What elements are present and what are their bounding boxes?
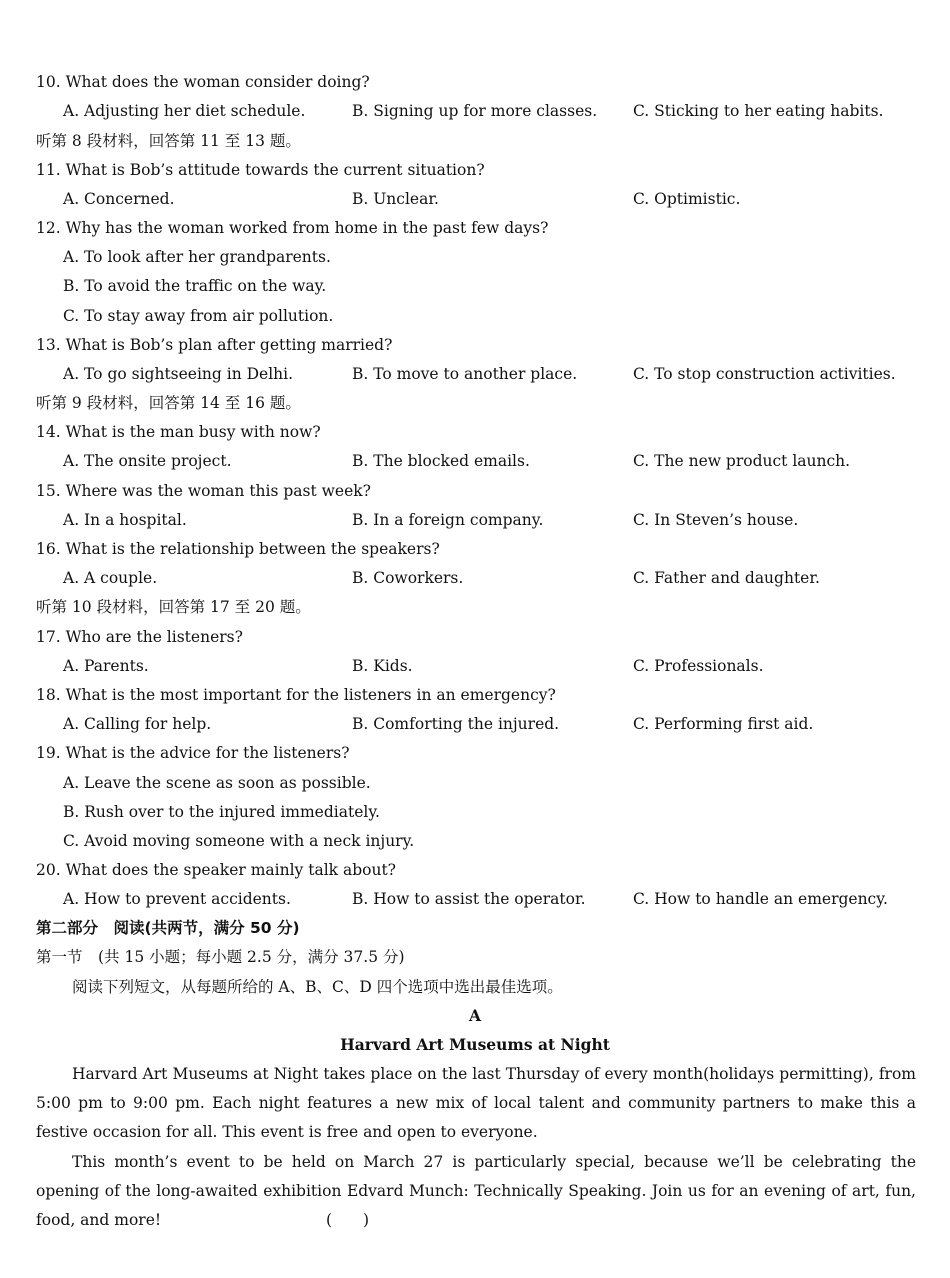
option-c: C. In Steven’s house.	[633, 511, 799, 529]
option-c: C. Father and daughter.	[633, 569, 820, 587]
option-b: B. Kids.	[352, 657, 413, 675]
question-stem: 15. Where was the woman this past week?	[36, 482, 371, 500]
question-stem: 20. What does the speaker mainly talk about?	[36, 861, 396, 879]
part-heading: 第二部分 阅读(共两节，满分 50 分)	[36, 919, 300, 937]
question-stem: 12. Why has the woman worked from home in the past few days?	[36, 219, 549, 237]
option-b: B. Unclear.	[352, 190, 439, 208]
option-a: A. A couple.	[63, 569, 158, 587]
passage-letter: A	[468, 1006, 482, 1025]
option-b: B. Signing up for more classes.	[352, 102, 598, 120]
option-a: A. Leave the scene as soon as possible.	[63, 774, 371, 792]
option-c: C. Optimistic.	[633, 190, 741, 208]
passage-paragraph	[36, 1148, 916, 1236]
option-a: A. Adjusting her diet schedule.	[63, 102, 306, 120]
question-stem: 16. What is the relationship between the speakers?	[36, 540, 440, 558]
option-b: B. Coworkers.	[352, 569, 464, 587]
question-stem: 14. What is the man busy with now?	[36, 423, 321, 441]
reading-instruction: 阅读下列短文，从每题所给的 A、B、C、D 四个选项中选出最佳选项。	[72, 978, 563, 996]
section-heading: 第一节 (共 15 小题；每小题 2.5 分，满分 37.5 分)	[36, 948, 405, 966]
option-a: A. Concerned.	[63, 190, 175, 208]
option-a: A. How to prevent accidents.	[63, 890, 291, 908]
listening-instruction: 听第 8 段材料，回答第 11 至 13 题。	[36, 132, 301, 150]
option-b: B. How to assist the operator.	[352, 890, 586, 908]
option-a: A. The onsite project.	[63, 452, 232, 470]
question-stem: 10. What does the woman consider doing?	[36, 73, 370, 91]
option-b: B. Comforting the injured.	[352, 715, 560, 733]
option-c: C. To stay away from air pollution.	[63, 307, 334, 325]
option-c: C. To stop construction activities.	[633, 365, 896, 383]
option-a: A. To go sightseeing in Delhi.	[63, 365, 294, 383]
option-a: A. Calling for help.	[63, 715, 212, 733]
question-stem: 18. What is the most important for the listeners in an emergency?	[36, 686, 556, 704]
option-b: B. To move to another place.	[352, 365, 578, 383]
question-stem: 19. What is the advice for the listeners?	[36, 744, 350, 762]
option-c: C. Sticking to her eating habits.	[633, 102, 884, 120]
option-b: B. In a foreign company.	[352, 511, 544, 529]
option-b: B. To avoid the traffic on the way.	[63, 277, 327, 295]
page-number-brackets: ( )	[326, 1211, 370, 1229]
paragraph-text: This month’s event to be held on March 27 is particularly special, because we’ll be celebrating the opening of the long-awaited exhibition Edvard Munch: Technically Speaking. Join us for an evening of art, fun, food, and more!	[36, 1153, 916, 1230]
option-c: C. Professionals.	[633, 657, 764, 675]
passage-paragraph	[36, 1060, 916, 1148]
question-stem: 13. What is Bob’s plan after getting married?	[36, 336, 393, 354]
option-a: A. Parents.	[63, 657, 149, 675]
option-a: A. In a hospital.	[63, 511, 187, 529]
paragraph-text: Harvard Art Museums at Night takes place on the last Thursday of every month(holidays permitting), from 5:00 pm to 9:00 pm. Each night features a new mix of local talent and community partners to make this a festive occasion for all. This event is free and open to everyone.	[36, 1065, 916, 1142]
option-c: C. How to handle an emergency.	[633, 890, 888, 908]
passage-title: Harvard Art Museums at Night	[340, 1035, 610, 1054]
option-b: B. Rush over to the injured immediately.	[63, 803, 380, 821]
option-c: C. The new product launch.	[633, 452, 851, 470]
option-c: C. Avoid moving someone with a neck injury.	[63, 832, 415, 850]
listening-instruction: 听第 10 段材料，回答第 17 至 20 题。	[36, 598, 311, 616]
option-a: A. To look after her grandparents.	[63, 248, 331, 266]
option-b: B. The blocked emails.	[352, 452, 530, 470]
question-stem: 11. What is Bob’s attitude towards the current situation?	[36, 161, 485, 179]
option-c: C. Performing first aid.	[633, 715, 814, 733]
listening-instruction: 听第 9 段材料，回答第 14 至 16 题。	[36, 394, 301, 412]
question-stem: 17. Who are the listeners?	[36, 628, 243, 646]
